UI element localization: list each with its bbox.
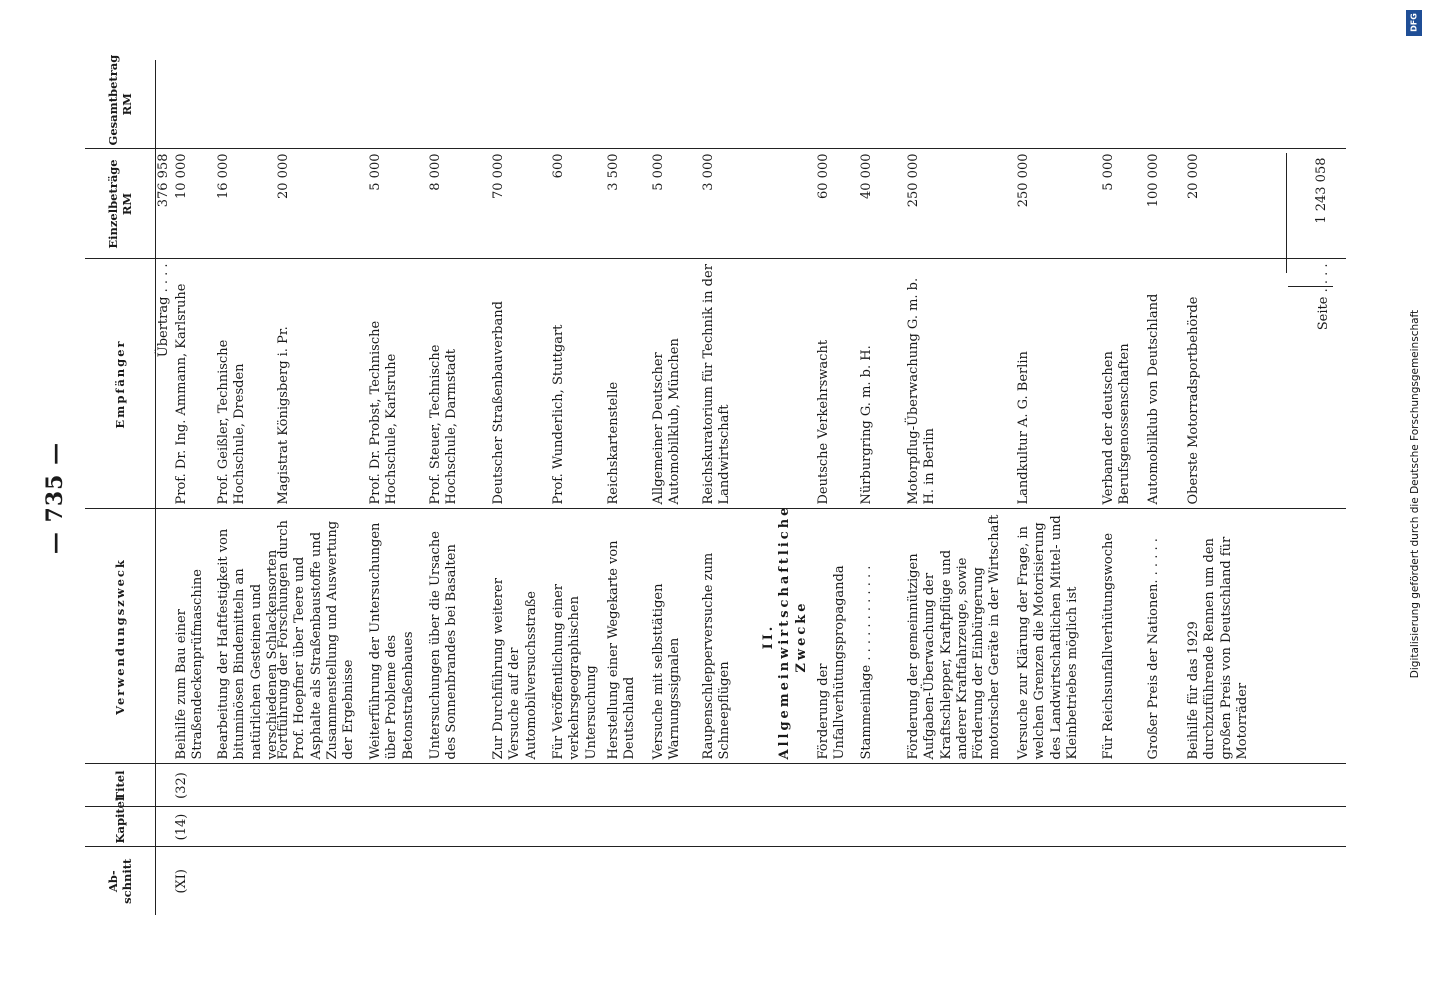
recipient-text: Motorpflug-Überwachung G. m. b. H. in Berlin	[906, 277, 938, 505]
purpose-text: Förderung der Unfallverhütungspropaganda	[816, 565, 848, 760]
col-kapitel-inner	[156, 812, 1346, 843]
recipient-text: Deutscher Straßenbauverband	[491, 301, 506, 505]
col-empfaenger	[156, 259, 1347, 509]
ledger-body-row	[156, 60, 1347, 915]
recipient-text: Automobilklub von Deutschland	[1146, 293, 1161, 505]
recipient-text: Verband der deutschen Berufsgenossenschaften	[1101, 343, 1133, 505]
row-ref-kapitel: (14)	[174, 813, 189, 841]
purpose-text: Für Veröffentlichung einer verkehrsgeographischen Untersuchung	[551, 584, 599, 760]
recipient-text: Landkultur A. G. Berlin	[1016, 351, 1031, 505]
page-number-text: — 735 —	[42, 441, 68, 555]
amount-value: 60 000	[816, 153, 831, 199]
purpose-text: Fortführung der Forschungen durch Prof. Hoepfner über Teere und Asphalte als Straßenbaustoffe und Zusammenstellung und Auswertung der Ergebnisse	[276, 520, 356, 760]
amount-value: 20 000	[276, 153, 291, 199]
amount-value: 8 000	[428, 153, 443, 191]
recipient-text: Reichskuratorium für Technik in der Landwirtschaft	[701, 264, 733, 505]
recipient-text: Deutsche Verkehrswacht	[816, 339, 831, 505]
amount-value: 16 000	[216, 153, 231, 199]
purpose-text: Beihilfe zum Bau einer Straßendeckenprüfmaschine	[174, 569, 206, 760]
purpose-text: Zur Durchführung weiterer Versuche auf der Automobilversuchsstraße	[491, 578, 539, 760]
credit-text: Digitalisierung gefördert durch die Deutsche Forschungsgemeinschaft	[1409, 309, 1421, 679]
purpose-text: Für Reichsunfallverhütungswoche	[1101, 532, 1116, 760]
col-einzel	[156, 149, 1347, 259]
purpose-text: Großer Preis der Nationen. . . . . .	[1146, 538, 1161, 760]
total-rule	[1286, 154, 1287, 274]
recipient-text: Prof. Wunderlich, Stuttgart	[551, 324, 566, 505]
header-gesamt	[85, 54, 156, 149]
header-zweck: Verwendungszweck	[85, 509, 156, 764]
amount-value: 5 000	[1101, 153, 1116, 191]
col-zweck-inner	[156, 504, 1346, 760]
row-ref-abschnitt: (XI)	[174, 868, 189, 894]
col-gesamt-inner	[156, 64, 1346, 145]
dfg-logo	[1406, 10, 1422, 36]
recipient-text: Prof. Dr. Probst, Technische Hochschule, Karlsruhe	[368, 320, 400, 505]
header-abschnitt-text: Ab- schnitt	[105, 858, 134, 904]
col-abschnitt-inner	[156, 852, 1346, 912]
purpose-text: Versuche zur Klärung der Frage, in welchen Grenzen die Motorisierung des Landwirtschaftlichen Mittel- und Kleinbetriebes möglich ist	[1016, 515, 1080, 760]
col-empfaenger-inner	[156, 264, 1346, 505]
header-abschnitt	[85, 847, 156, 915]
purpose-text: Herstellung einer Wegekarte von Deutschland	[606, 540, 638, 760]
col-titel-inner	[156, 769, 1346, 803]
recipient-text: Reichskartenstelle	[606, 381, 621, 505]
page-total-label: Seite . . . .	[1316, 263, 1331, 331]
col-gesamt	[156, 60, 1347, 149]
header-empfaenger: Empfänger	[85, 259, 156, 509]
amount-value: 10 000	[174, 153, 189, 199]
amount-value: 5 000	[651, 153, 666, 191]
header-row	[85, 60, 156, 915]
amount-value: 250 000	[1016, 153, 1031, 208]
amount-value: 40 000	[859, 153, 874, 199]
recipient-text: Prof. Dr. Ing. Ammann, Karlsruhe	[174, 283, 189, 505]
purpose-text: Untersuchungen über die Ursache des Sonnenbrandes bei Basalten	[428, 531, 460, 760]
recipient-text: Magistrat Königsberg i. Pr.	[276, 326, 291, 505]
header-einzel	[85, 149, 156, 259]
amount-value: 600	[551, 153, 566, 179]
amount-value: 20 000	[1186, 153, 1201, 199]
page-total-amount: 1 243 058	[1288, 158, 1333, 288]
col-einzel-inner	[156, 154, 1346, 255]
col-titel	[156, 764, 1347, 807]
col-kapitel	[156, 807, 1347, 847]
recipient-text: Prof. Geißler, Technische Hochschule, Dresden	[216, 339, 248, 505]
section-heading: II. Allgemeinwirtschaftliche Zwecke	[761, 504, 809, 760]
ledger-table-wrapper	[85, 54, 1340, 915]
purpose-text: Raupenschlepperversuche zum Schneepflügen	[701, 552, 733, 760]
digitization-credit	[1395, 0, 1434, 1000]
recipient-text: Allgemeiner Deutscher Automobilklub, München	[651, 338, 683, 505]
dfg-logo-text: DFG	[1409, 13, 1419, 32]
amount-value: 5 000	[368, 153, 383, 191]
carryover-amount: 376 958	[156, 153, 171, 208]
purpose-text: Beihilfe für das 1929 durchzuführende Rennen um den großen Preis von Deutschland für Motorräder	[1186, 536, 1250, 760]
amount-value: 250 000	[906, 153, 921, 208]
amount-value: 3 500	[606, 153, 621, 191]
carryover-label: Übertrag . . . .	[156, 263, 171, 358]
amount-value: 100 000	[1146, 153, 1161, 208]
header-gesamt-text: Gesamtbetrag RM	[105, 54, 134, 146]
row-ref-titel: (32)	[174, 772, 189, 799]
header-titel: Titel	[85, 764, 156, 807]
page-number	[30, 440, 80, 560]
ledger-table	[85, 54, 1346, 915]
recipient-text: Nürburgring G. m. b. H.	[859, 345, 874, 505]
recipient-text: Prof. Steuer, Technische Hochschule, Darmstadt	[428, 344, 460, 505]
amount-value: 3 000	[701, 153, 716, 191]
recipient-text: Oberste Motorradsportbehörde	[1186, 296, 1201, 505]
purpose-text: Weiterführung der Untersuchungen über Probleme des Betonstraßenbaues	[368, 522, 416, 760]
purpose-text: Bearbeitung der Haftfestigkeit von bituminösen Bindemitteln an natürlichen Gesteinen und verschiedenen Schlackensorten	[216, 528, 280, 760]
col-zweck	[156, 504, 1347, 764]
purpose-text: Stammeinlage . . . . . . . . . . . .	[859, 565, 874, 760]
amount-value: 70 000	[491, 153, 506, 199]
purpose-text: Förderung der gemeinnützigen Aufgaben-Überwachung der Kraftschlepper, Kraftpflüge und anderer Kraftfahrzeuge, sowie Förderung der Einbürgerung motorischer Geräte in der Wirtschaft	[906, 514, 1003, 760]
header-kapitel: Kapitel	[85, 807, 156, 847]
purpose-text: Versuche mit selbsttätigen Warnungssignalen	[651, 583, 683, 760]
header-einzel-text: Einzelbeträge RM	[105, 159, 134, 249]
col-abschnitt	[156, 847, 1347, 915]
